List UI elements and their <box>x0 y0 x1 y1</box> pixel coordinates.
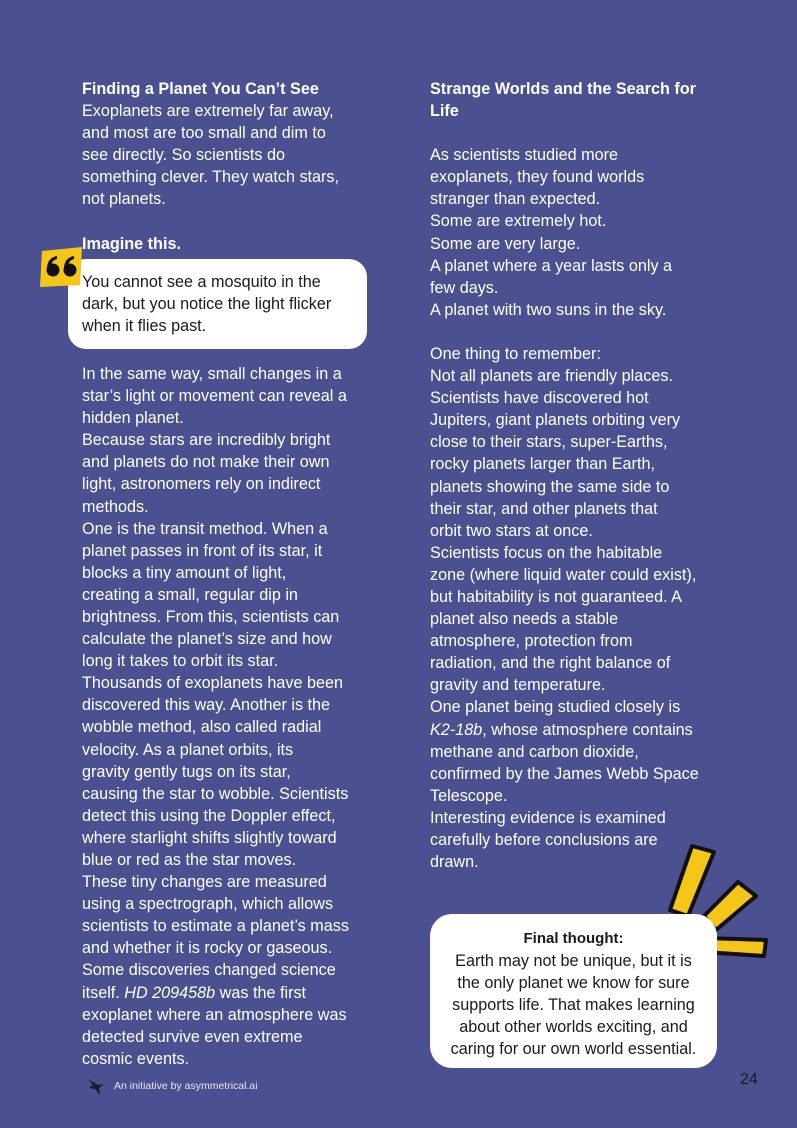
footer-text: An initiative by asymmetrical.ai <box>114 1080 258 1092</box>
k2-18b-name: K2-18b <box>430 720 483 739</box>
left-column <box>82 78 382 1070</box>
quote-box: You cannot see a mosquito in the dark, but you notice the light flicker when it flies past. <box>68 259 367 349</box>
final-thought-box: Final thought: Earth may not be unique, but it is the only planet we know for sure supports life. That makes learning about other worlds exciting, and caring for our own world essential. <box>430 914 717 1068</box>
methods-paragraph: In the same way, small changes in a star’s light or movement can reveal a hidden planet. Because stars are incredibly bright and planets do not make their own light, astronomers rely on indirect methods. One is the transit method. When a planet passes in front of its star, it blocks a tiny amount of light, creating a small, regular dip in brightness. From this, scientists can calculate the planet’s size and how long it takes to orbit its star. Thousands of exoplanets have been discovered this way. Another is the wobble method, also called radial velocity. As a planet orbits, its gravity gently tugs on its star, causing the star to wobble. Scientists detect this using the Doppler effect, where starlight shifts slightly toward blue or red as the star moves. These tiny changes are measured using a spectrograph, which allows scientists to estimate a planet’s mass and whether it is rocky or gaseous. Some discoveries changed science itself. HD 209458b was the first exoplanet where an atmosphere was detected survive even extreme cosmic events. <box>82 364 349 1068</box>
page-number: 24 <box>740 1071 758 1088</box>
quote-marks-icon <box>38 245 86 289</box>
bird-logo-icon <box>86 1076 106 1096</box>
hd209458b-name: HD 209458b <box>124 983 216 1002</box>
intro-paragraph: Exoplanets are extremely far away, and most are too small and dim to see directly. So scientists do something clever. They watch stars, not planets. <box>82 102 340 209</box>
remember-paragraph: One thing to remember: Not all planets are friendly places. Scientists have discovered hot Jupiters, giant planets orbiting very close to their stars, super-Earths, rocky planets larger than Earth, planets showing the same side to their star, and other planets that orbit two stars at once. Scientists focus on the habitable zone (where liquid water could exist), but habitability is not guaranteed. A planet also needs a stable atmosphere, protection from radiation, and the right balance of gravity and temperature. One planet being studied closely is K2-18b, whose atmosphere contains methane and carbon dioxide, confirmed by the James Webb Space Telescope. Interesting evidence is examined carefully before conclusions are drawn. <box>430 344 699 872</box>
strange-worlds-paragraph: As scientists studied more exoplanets, they found worlds stranger than expected. Some are extremely hot. Some are very large. A planet where a year lasts only a few days. A planet with two suns in the sky. <box>430 146 673 319</box>
imagine-heading: Imagine this. <box>82 234 181 253</box>
footer <box>86 1076 258 1096</box>
right-column: Strange Worlds and the Search for Life As scientists studied more exoplanets, they found worlds stranger than expected. Some are extremely hot. Some are very large. A planet where a year lasts only a few days. A planet with two suns in the sky. One thing to remember: Not all planets are friendly places. Scientists have discovered hot Jupiters, giant planets orbiting very close to their stars, super-Earths, rocky planets larger than Earth, planets showing the same side to their star, and other planets that orbit two stars at once. Scientists focus on the habitable zone (where liquid water could exist), but habitability is not guaranteed. A planet also needs a stable atmosphere, protection from radiation, and the right balance of gravity and temperature. One planet being studied closely is K2-18b, whose atmosphere contains methane and carbon dioxide, confirmed by the James Webb Space Telescope. Interesting evidence is examined carefully before conclusions are drawn. <box>430 78 730 873</box>
final-thought-title: Final thought: <box>523 930 624 947</box>
section-heading-strange-worlds: Strange Worlds and the Search for <box>430 80 696 98</box>
section-heading-finding-planet: Finding a Planet You Can’t See <box>82 80 319 98</box>
